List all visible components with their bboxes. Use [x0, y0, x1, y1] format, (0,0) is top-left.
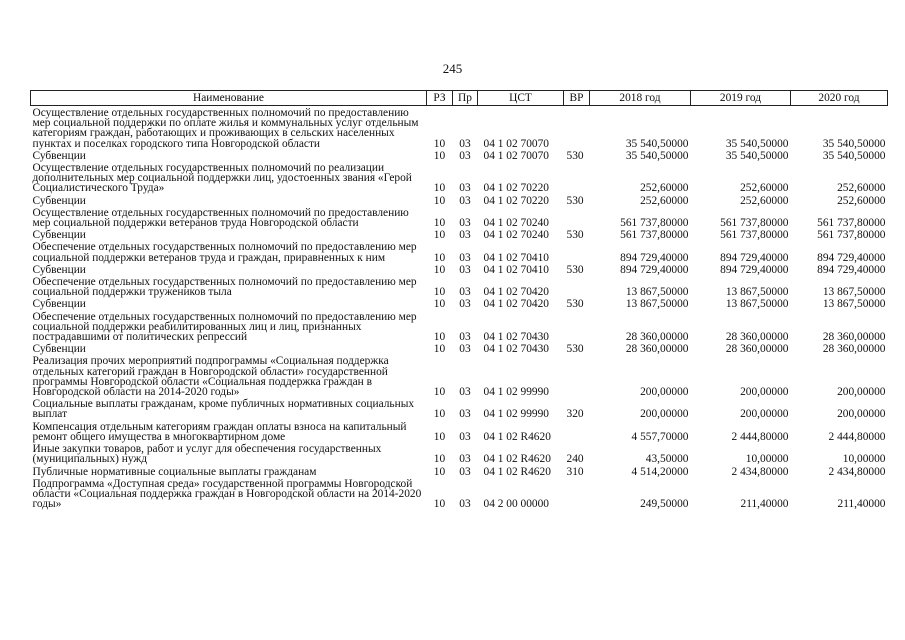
row-2019: 252,60000: [740, 194, 789, 207]
row-vr: 530: [566, 298, 584, 311]
row-2020: 200,00000: [837, 386, 886, 399]
row-2019: 13 867,50000: [725, 298, 789, 311]
row-2018: 4 557,70000: [631, 430, 689, 443]
header-2020: 2020 год: [791, 91, 888, 106]
row-2019: 35 540,50000: [725, 137, 789, 150]
row-rz: 10: [433, 263, 446, 276]
row-2020: 561 737,80000: [817, 217, 886, 230]
row-rz: 10: [433, 217, 446, 230]
row-2020: 13 867,50000: [822, 286, 886, 299]
row-2019: 2 444,80000: [731, 430, 789, 443]
row-pr: 03: [459, 137, 471, 150]
table-row: [31, 275, 888, 297]
row-2018: 13 867,50000: [625, 286, 689, 299]
row-pr: 03: [459, 194, 471, 207]
row-rz: 10: [433, 194, 446, 207]
row-vr: [564, 354, 590, 397]
header-2019: 2019 год: [691, 91, 791, 106]
row-2018: 35 540,50000: [625, 137, 689, 150]
table-row: [31, 442, 888, 464]
row-rz: 10: [433, 137, 446, 150]
row-rz: 10: [433, 331, 446, 344]
row-2019: 252,60000: [740, 182, 789, 195]
row-cst: 04 1 02 70220: [483, 194, 549, 207]
row-cst: 04 1 02 99990: [483, 386, 549, 399]
row-2018: 561 737,80000: [620, 229, 689, 242]
row-pr: 03: [459, 453, 471, 466]
row-vr: 320: [566, 408, 584, 421]
row-pr: 03: [459, 430, 471, 443]
table-row: [31, 342, 888, 354]
row-2020: 252,60000: [837, 182, 886, 195]
row-2020: 28 360,00000: [822, 331, 886, 344]
table-row: [31, 206, 888, 228]
table-row: [31, 240, 888, 262]
row-vr: [564, 275, 590, 297]
row-pr: 03: [459, 251, 471, 264]
row-rz: 10: [433, 430, 446, 443]
row-2020: 200,00000: [837, 408, 886, 421]
row-cst: 04 1 02 70410: [483, 263, 549, 276]
row-rz: 10: [433, 465, 446, 478]
row-name: Компенсация отдельным категориям граждан оплаты взноса на капитальный ремонт общего имущества в многоквартирном доме: [32, 420, 407, 443]
row-vr: [564, 106, 590, 149]
table-row: [31, 194, 888, 206]
table-row: [31, 310, 888, 343]
row-pr: 03: [459, 182, 471, 195]
table-row: [31, 297, 888, 309]
row-2020: 35 540,50000: [822, 149, 886, 162]
budget-table: [30, 90, 888, 509]
table-body: [31, 106, 888, 510]
table-row: [31, 263, 888, 275]
row-vr: 530: [566, 149, 584, 162]
row-2018: 200,00000: [640, 386, 689, 399]
row-2020: 2 444,80000: [828, 430, 886, 443]
row-2018: 35 540,50000: [625, 149, 689, 162]
row-name: Осуществление отдельных государственных полномочий по предоставлению мер социальной поддержки по оплате жилья и коммунальных услуг отдельным категориям граждан, работающих и проживающих в сельских населенных пунктах и поселках городского типа Новгородской области: [32, 107, 419, 150]
page-number: 245: [442, 61, 463, 76]
row-2020: 561 737,80000: [817, 229, 886, 242]
row-2018: 43,50000: [645, 453, 689, 466]
row-cst: 04 1 02 70410: [483, 251, 549, 264]
row-vr: [564, 420, 590, 442]
row-rz: 10: [433, 298, 446, 311]
row-2018: 28 360,00000: [625, 331, 689, 344]
row-rz: 10: [433, 386, 446, 399]
header-vr: ВР: [564, 91, 590, 106]
row-vr: [564, 477, 590, 510]
row-2018: 249,50000: [640, 498, 689, 511]
table-row: [31, 465, 888, 477]
row-rz: 10: [433, 229, 446, 242]
row-2019: 28 360,00000: [725, 331, 789, 344]
row-pr: 03: [459, 298, 471, 311]
row-pr: 03: [459, 386, 471, 399]
table-row: [31, 477, 888, 510]
table-header-row: [31, 91, 888, 106]
row-pr: 03: [459, 331, 471, 344]
row-vr: 310: [566, 465, 584, 478]
row-pr: 03: [459, 149, 471, 162]
row-pr: 03: [459, 465, 471, 478]
row-2019: 200,00000: [740, 386, 789, 399]
row-2018: 252,60000: [640, 182, 689, 195]
row-pr: 03: [459, 498, 471, 511]
row-name: Субвенции: [32, 263, 86, 276]
row-name: Публичные нормативные социальные выплаты гражданам: [32, 465, 317, 478]
row-2020: 894 729,40000: [817, 263, 886, 276]
row-2019: 13 867,50000: [725, 286, 789, 299]
table-row: [31, 420, 888, 442]
header-rz: РЗ: [427, 91, 453, 106]
row-vr: 530: [566, 194, 584, 207]
row-rz: 10: [433, 149, 446, 162]
row-name: Социальные выплаты гражданам, кроме публичных нормативных социальных выплат: [32, 398, 415, 421]
row-name: Субвенции: [32, 229, 86, 242]
row-2018: 13 867,50000: [625, 298, 689, 311]
table-row: [31, 228, 888, 240]
row-name: Субвенции: [32, 194, 86, 207]
row-cst: 04 1 02 R4620: [483, 465, 551, 478]
row-name: Обеспечение отдельных государственных полномочий по предоставлению мер социальной поддержки ветеранов труда и граждан, приравненных к ним: [32, 241, 417, 264]
row-2020: 2 434,80000: [828, 465, 886, 478]
row-2019: 894 729,40000: [720, 263, 789, 276]
row-rz: 10: [433, 343, 446, 356]
table-row: [31, 149, 888, 161]
row-name: Иные закупки товаров, работ и услуг для обеспечения государственных (муниципальных) нужд: [32, 443, 382, 466]
row-2018: 894 729,40000: [620, 263, 689, 276]
header-name: Наименование: [31, 91, 427, 106]
row-name: Подпрограмма «Доступная среда» государственной программы Новгородской области «Социальная поддержка граждан в Новгородской области на 2014-2020 годы»: [32, 477, 422, 511]
row-pr: 03: [459, 408, 471, 421]
row-2019: 894 729,40000: [720, 251, 789, 264]
row-rz: 10: [433, 453, 446, 466]
row-vr: [564, 206, 590, 228]
row-name: Субвенции: [32, 149, 86, 162]
row-cst: 04 1 02 99990: [483, 408, 549, 421]
row-2019: 28 360,00000: [725, 343, 789, 356]
row-cst: 04 2 00 00000: [483, 498, 549, 511]
row-2020: 28 360,00000: [822, 343, 886, 356]
table-row: [31, 106, 888, 149]
row-2018: 28 360,00000: [625, 343, 689, 356]
row-name: Реализация прочих мероприятий подпрограммы «Социальная поддержка отдельных категорий граждан в Новгородской области» государственной программы Новгородской области «Социальная поддержка граждан в Новгородской области на 2014-2020 годы»: [32, 355, 389, 399]
row-name: Обеспечение отдельных государственных полномочий по предоставлению мер социальной поддержки тружеников тыла: [32, 276, 417, 299]
row-rz: 10: [433, 286, 446, 299]
row-2019: 561 737,80000: [720, 229, 789, 242]
row-pr: 03: [459, 343, 471, 356]
row-vr: [564, 161, 590, 194]
row-vr: 240: [566, 453, 584, 466]
row-vr: [564, 240, 590, 262]
row-cst: 04 1 02 R4620: [483, 453, 551, 466]
row-pr: 03: [459, 263, 471, 276]
row-2018: 252,60000: [640, 194, 689, 207]
row-2019: 35 540,50000: [725, 149, 789, 162]
row-name: Субвенции: [32, 298, 86, 311]
row-2018: 894 729,40000: [620, 251, 689, 264]
row-cst: 04 1 02 70070: [483, 137, 549, 150]
row-2019: 211,40000: [740, 498, 789, 511]
row-2018: 200,00000: [640, 408, 689, 421]
row-2019: 561 737,80000: [720, 217, 789, 230]
row-2019: 2 434,80000: [731, 465, 789, 478]
row-vr: 530: [566, 263, 584, 276]
row-cst: 04 1 02 70240: [483, 217, 549, 230]
table-row: [31, 161, 888, 194]
row-2020: 211,40000: [837, 498, 886, 511]
header-pr: Пр: [453, 91, 478, 106]
row-name: Субвенции: [32, 343, 86, 356]
row-rz: 10: [433, 498, 446, 511]
row-2019: 200,00000: [740, 408, 789, 421]
row-2020: 894 729,40000: [817, 251, 886, 264]
row-cst: 04 1 02 70430: [483, 343, 549, 356]
row-name: Осуществление отдельных государственных полномочий по реализации дополнительных мер социальной поддержки лиц, удостоенных звания «Герой Социалистического Труда»: [32, 162, 412, 195]
row-rz: 10: [433, 408, 446, 421]
row-name: Осуществление отдельных государственных полномочий по предоставлению мер социальной поддержки ветеранов труда Новгородской области: [32, 206, 409, 230]
row-cst: 04 1 02 70430: [483, 331, 549, 344]
row-cst: 04 1 02 70220: [483, 182, 549, 195]
row-2020: 13 867,50000: [822, 298, 886, 311]
row-vr: [564, 310, 590, 343]
row-2020: 10,00000: [842, 453, 886, 466]
header-2018: 2018 год: [590, 91, 691, 106]
row-pr: 03: [459, 286, 471, 299]
row-vr: 530: [566, 229, 584, 242]
table-row: [31, 397, 888, 419]
row-2018: 561 737,80000: [620, 217, 689, 230]
row-pr: 03: [459, 229, 471, 242]
header-cst: ЦСТ: [478, 91, 564, 106]
row-pr: 03: [459, 217, 471, 230]
row-2020: 252,60000: [837, 194, 886, 207]
row-2018: 4 514,20000: [631, 465, 689, 478]
row-rz: 10: [433, 182, 446, 195]
row-cst: 04 1 02 70420: [483, 286, 549, 299]
row-2019: 10,00000: [745, 453, 789, 466]
row-cst: 04 1 02 70420: [483, 298, 549, 311]
row-rz: 10: [433, 251, 446, 264]
row-name: Обеспечение отдельных государственных полномочий по предоставлению мер социальной поддержки реабилитированных лиц и лиц, признанных пострадавшими от политических репрессий: [32, 310, 417, 344]
row-cst: 04 1 02 70240: [483, 229, 549, 242]
row-cst: 04 1 02 R4620: [483, 430, 551, 443]
table-row: [31, 354, 888, 397]
row-2020: 35 540,50000: [822, 137, 886, 150]
row-vr: 530: [566, 343, 584, 356]
row-cst: 04 1 02 70070: [483, 149, 549, 162]
